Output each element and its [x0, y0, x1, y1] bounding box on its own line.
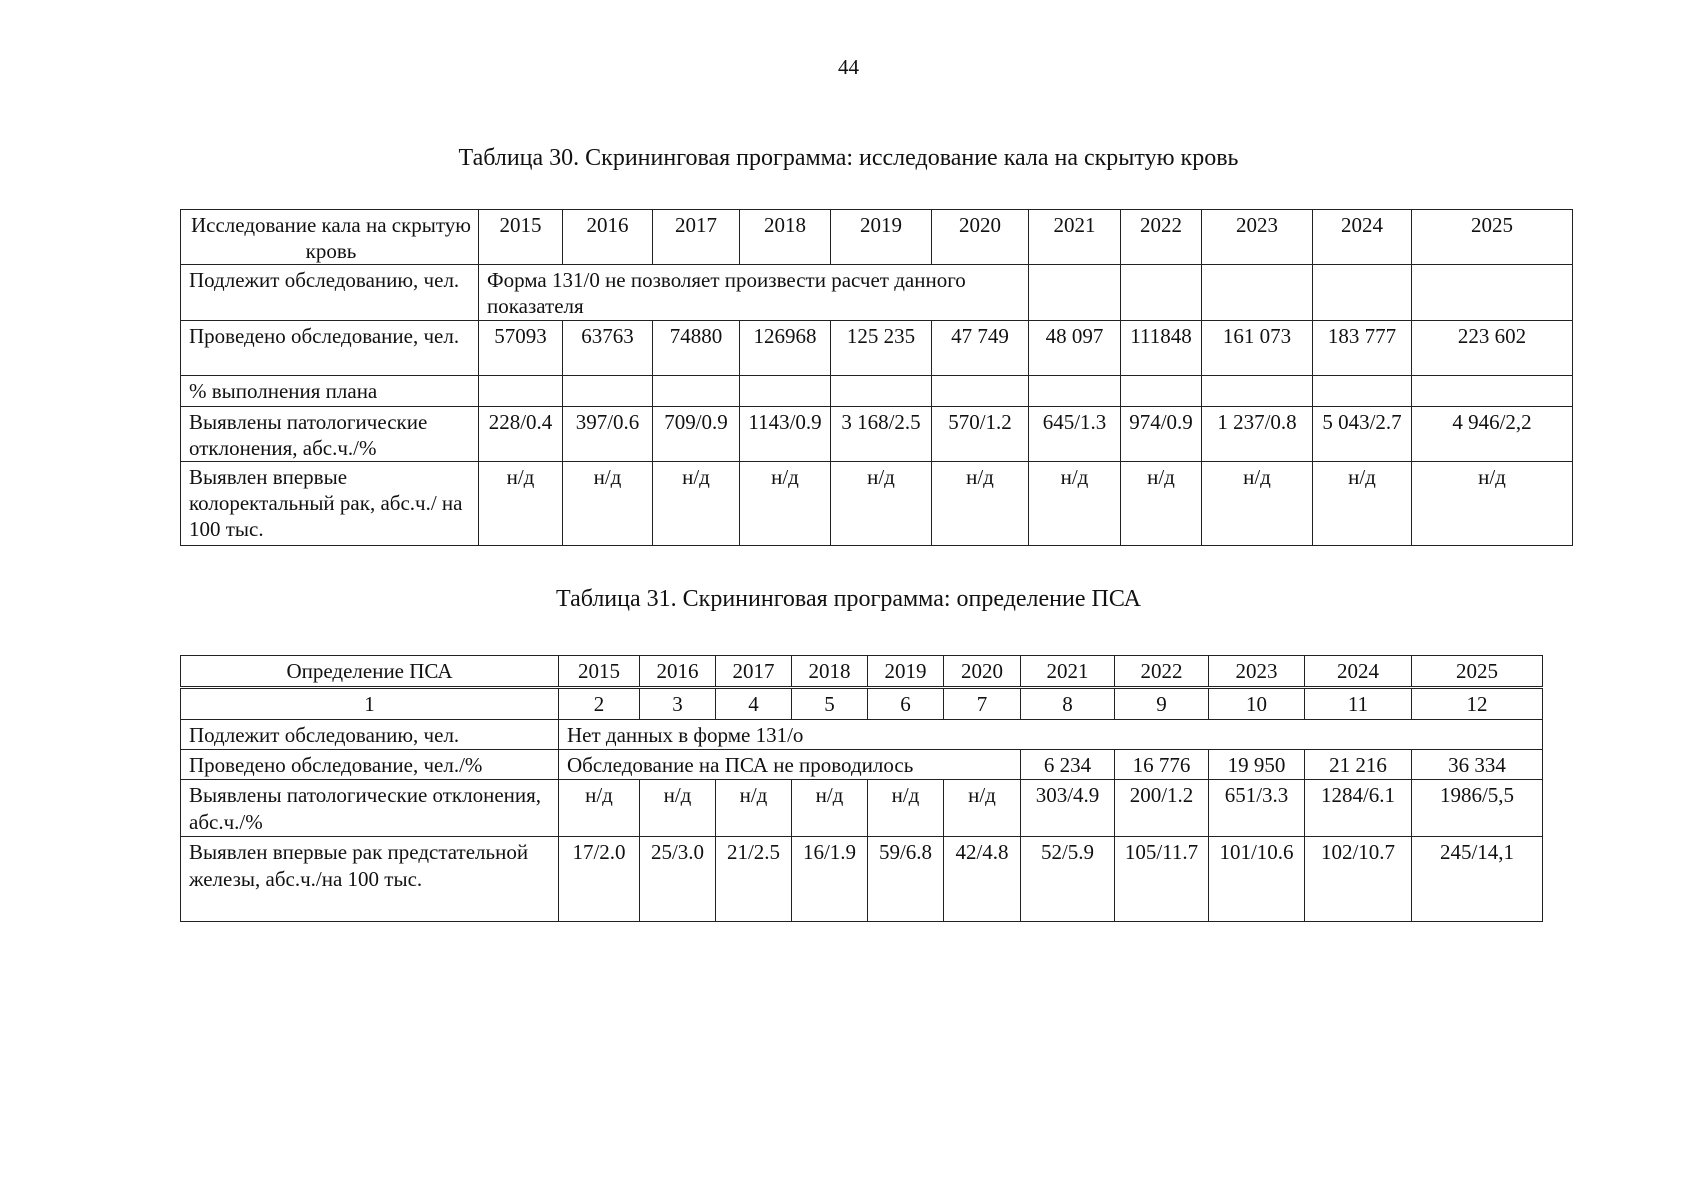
table-row — [181, 720, 1543, 750]
column-index: 10 — [1209, 688, 1305, 720]
value-cell: 59/6.8 — [868, 837, 944, 922]
table-row — [181, 321, 1573, 376]
empty-cell — [1029, 265, 1121, 321]
empty-cell — [1412, 376, 1573, 407]
column-index: 1 — [181, 688, 559, 720]
empty-cell — [932, 376, 1029, 407]
empty-cell — [740, 376, 831, 407]
value-cell: 397/0.6 — [563, 407, 653, 462]
value-cell: н/д — [559, 780, 640, 837]
value-cell: н/д — [563, 462, 653, 546]
table30 — [180, 209, 1573, 546]
year-header: 2020 — [932, 210, 1029, 265]
row-note: Форма 131/0 не позволяет произвести расчет данного показателя — [479, 265, 1029, 321]
row-note: Обследование на ПСА не проводилось — [559, 750, 1021, 780]
table-row — [181, 210, 1573, 265]
empty-cell — [479, 376, 563, 407]
row-label: Выявлены патологические отклонения, абс.ч./% — [181, 407, 479, 462]
year-header: 2019 — [831, 210, 932, 265]
column-index: 2 — [559, 688, 640, 720]
value-cell: 645/1.3 — [1029, 407, 1121, 462]
column-index: 11 — [1305, 688, 1412, 720]
table31 — [180, 655, 1543, 922]
value-cell: 245/14,1 — [1412, 837, 1543, 922]
value-cell: н/д — [792, 780, 868, 837]
table-row — [181, 376, 1573, 407]
empty-cell — [653, 376, 740, 407]
table30-caption: Таблица 30. Скрининговая программа: исследование кала на скрытую кровь — [458, 145, 1239, 171]
value-cell: 3 168/2.5 — [831, 407, 932, 462]
row-label: Подлежит обследованию, чел. — [181, 265, 479, 321]
value-cell: н/д — [716, 780, 792, 837]
column-index: 5 — [792, 688, 868, 720]
row-label: Выявлены патологические отклонения, абс.ч./% — [181, 780, 559, 837]
year-header: 2015 — [479, 210, 563, 265]
empty-cell — [1202, 265, 1313, 321]
value-cell: 5 043/2.7 — [1313, 407, 1412, 462]
year-header: 2016 — [563, 210, 653, 265]
year-header: 2024 — [1313, 210, 1412, 265]
value-cell: 6 234 — [1021, 750, 1115, 780]
value-cell: 74880 — [653, 321, 740, 376]
year-header: 2022 — [1121, 210, 1202, 265]
value-cell: 1 237/0.8 — [1202, 407, 1313, 462]
value-cell: 16 776 — [1115, 750, 1209, 780]
value-cell: 102/10.7 — [1305, 837, 1412, 922]
empty-cell — [831, 376, 932, 407]
value-cell: 223 602 — [1412, 321, 1573, 376]
value-cell: 47 749 — [932, 321, 1029, 376]
value-cell: н/д — [831, 462, 932, 546]
value-cell: 570/1.2 — [932, 407, 1029, 462]
value-cell: н/д — [868, 780, 944, 837]
value-cell: 126968 — [740, 321, 831, 376]
year-header: 2023 — [1209, 656, 1305, 688]
value-cell: н/д — [653, 462, 740, 546]
row-note: Нет данных в форме 131/о — [559, 720, 1543, 750]
column-index: 9 — [1115, 688, 1209, 720]
year-header: 2017 — [653, 210, 740, 265]
value-cell: 161 073 — [1202, 321, 1313, 376]
row-label: Проведено обследование, чел./% — [181, 750, 559, 780]
column-index: 3 — [640, 688, 716, 720]
empty-cell — [1313, 265, 1412, 321]
empty-cell — [1313, 376, 1412, 407]
row-label: Подлежит обследованию, чел. — [181, 720, 559, 750]
year-header: 2023 — [1202, 210, 1313, 265]
value-cell: 105/11.7 — [1115, 837, 1209, 922]
value-cell: 48 097 — [1029, 321, 1121, 376]
value-cell: н/д — [1202, 462, 1313, 546]
value-cell: 57093 — [479, 321, 563, 376]
empty-cell — [1121, 376, 1202, 407]
year-header: 2025 — [1412, 656, 1543, 688]
year-header: 2016 — [640, 656, 716, 688]
year-header: 2021 — [1029, 210, 1121, 265]
value-cell: 52/5.9 — [1021, 837, 1115, 922]
value-cell: 1143/0.9 — [740, 407, 831, 462]
value-cell: 228/0.4 — [479, 407, 563, 462]
table-row — [181, 407, 1573, 462]
value-cell: 19 950 — [1209, 750, 1305, 780]
value-cell: 16/1.9 — [792, 837, 868, 922]
value-cell: 63763 — [563, 321, 653, 376]
row-label: % выполнения плана — [181, 376, 479, 407]
value-cell: 42/4.8 — [944, 837, 1021, 922]
empty-cell — [1121, 265, 1202, 321]
year-header: 2020 — [944, 656, 1021, 688]
year-header: 2019 — [868, 656, 944, 688]
value-cell: 651/3.3 — [1209, 780, 1305, 837]
table-row — [181, 688, 1543, 720]
year-header: 2025 — [1412, 210, 1573, 265]
row-label: Выявлен впервые рак предстательной железы, абс.ч./на 100 тыс. — [181, 837, 559, 922]
value-cell: н/д — [1313, 462, 1412, 546]
table-row — [181, 462, 1573, 546]
empty-cell — [1029, 376, 1121, 407]
value-cell: 1986/5,5 — [1412, 780, 1543, 837]
table-row — [181, 656, 1543, 688]
empty-cell — [563, 376, 653, 407]
value-cell: 21/2.5 — [716, 837, 792, 922]
value-cell: н/д — [1121, 462, 1202, 546]
empty-cell — [1412, 265, 1573, 321]
empty-cell — [1202, 376, 1313, 407]
column-index: 7 — [944, 688, 1021, 720]
column-index: 4 — [716, 688, 792, 720]
header-label: Исследование кала на скрытую кровь — [181, 210, 479, 265]
value-cell: 1284/6.1 — [1305, 780, 1412, 837]
column-index: 12 — [1412, 688, 1543, 720]
year-header: 2024 — [1305, 656, 1412, 688]
value-cell: 125 235 — [831, 321, 932, 376]
value-cell: н/д — [740, 462, 831, 546]
column-index: 6 — [868, 688, 944, 720]
year-header: 2018 — [740, 210, 831, 265]
value-cell: 303/4.9 — [1021, 780, 1115, 837]
page-number: 44 — [838, 55, 859, 79]
table31-caption: Таблица 31. Скрининговая программа: определение ПСА — [556, 586, 1141, 612]
table-row — [181, 837, 1543, 922]
value-cell: 25/3.0 — [640, 837, 716, 922]
value-cell: н/д — [1029, 462, 1121, 546]
value-cell: н/д — [932, 462, 1029, 546]
value-cell: 709/0.9 — [653, 407, 740, 462]
value-cell: 200/1.2 — [1115, 780, 1209, 837]
table-row — [181, 265, 1573, 321]
value-cell: 974/0.9 — [1121, 407, 1202, 462]
value-cell: 4 946/2,2 — [1412, 407, 1573, 462]
year-header: 2018 — [792, 656, 868, 688]
header-label: Определение ПСА — [181, 656, 559, 688]
table-row — [181, 780, 1543, 837]
value-cell: 101/10.6 — [1209, 837, 1305, 922]
row-label: Проведено обследование, чел. — [181, 321, 479, 376]
value-cell: 17/2.0 — [559, 837, 640, 922]
value-cell: н/д — [640, 780, 716, 837]
value-cell: 183 777 — [1313, 321, 1412, 376]
value-cell: 111848 — [1121, 321, 1202, 376]
table-row — [181, 750, 1543, 780]
year-header: 2021 — [1021, 656, 1115, 688]
value-cell: н/д — [479, 462, 563, 546]
year-header: 2015 — [559, 656, 640, 688]
value-cell: 21 216 — [1305, 750, 1412, 780]
column-index: 8 — [1021, 688, 1115, 720]
row-label: Выявлен впервые колоректальный рак, абс.ч./ на 100 тыс. — [181, 462, 479, 546]
value-cell: 36 334 — [1412, 750, 1543, 780]
year-header: 2017 — [716, 656, 792, 688]
value-cell: н/д — [1412, 462, 1573, 546]
year-header: 2022 — [1115, 656, 1209, 688]
value-cell: н/д — [944, 780, 1021, 837]
